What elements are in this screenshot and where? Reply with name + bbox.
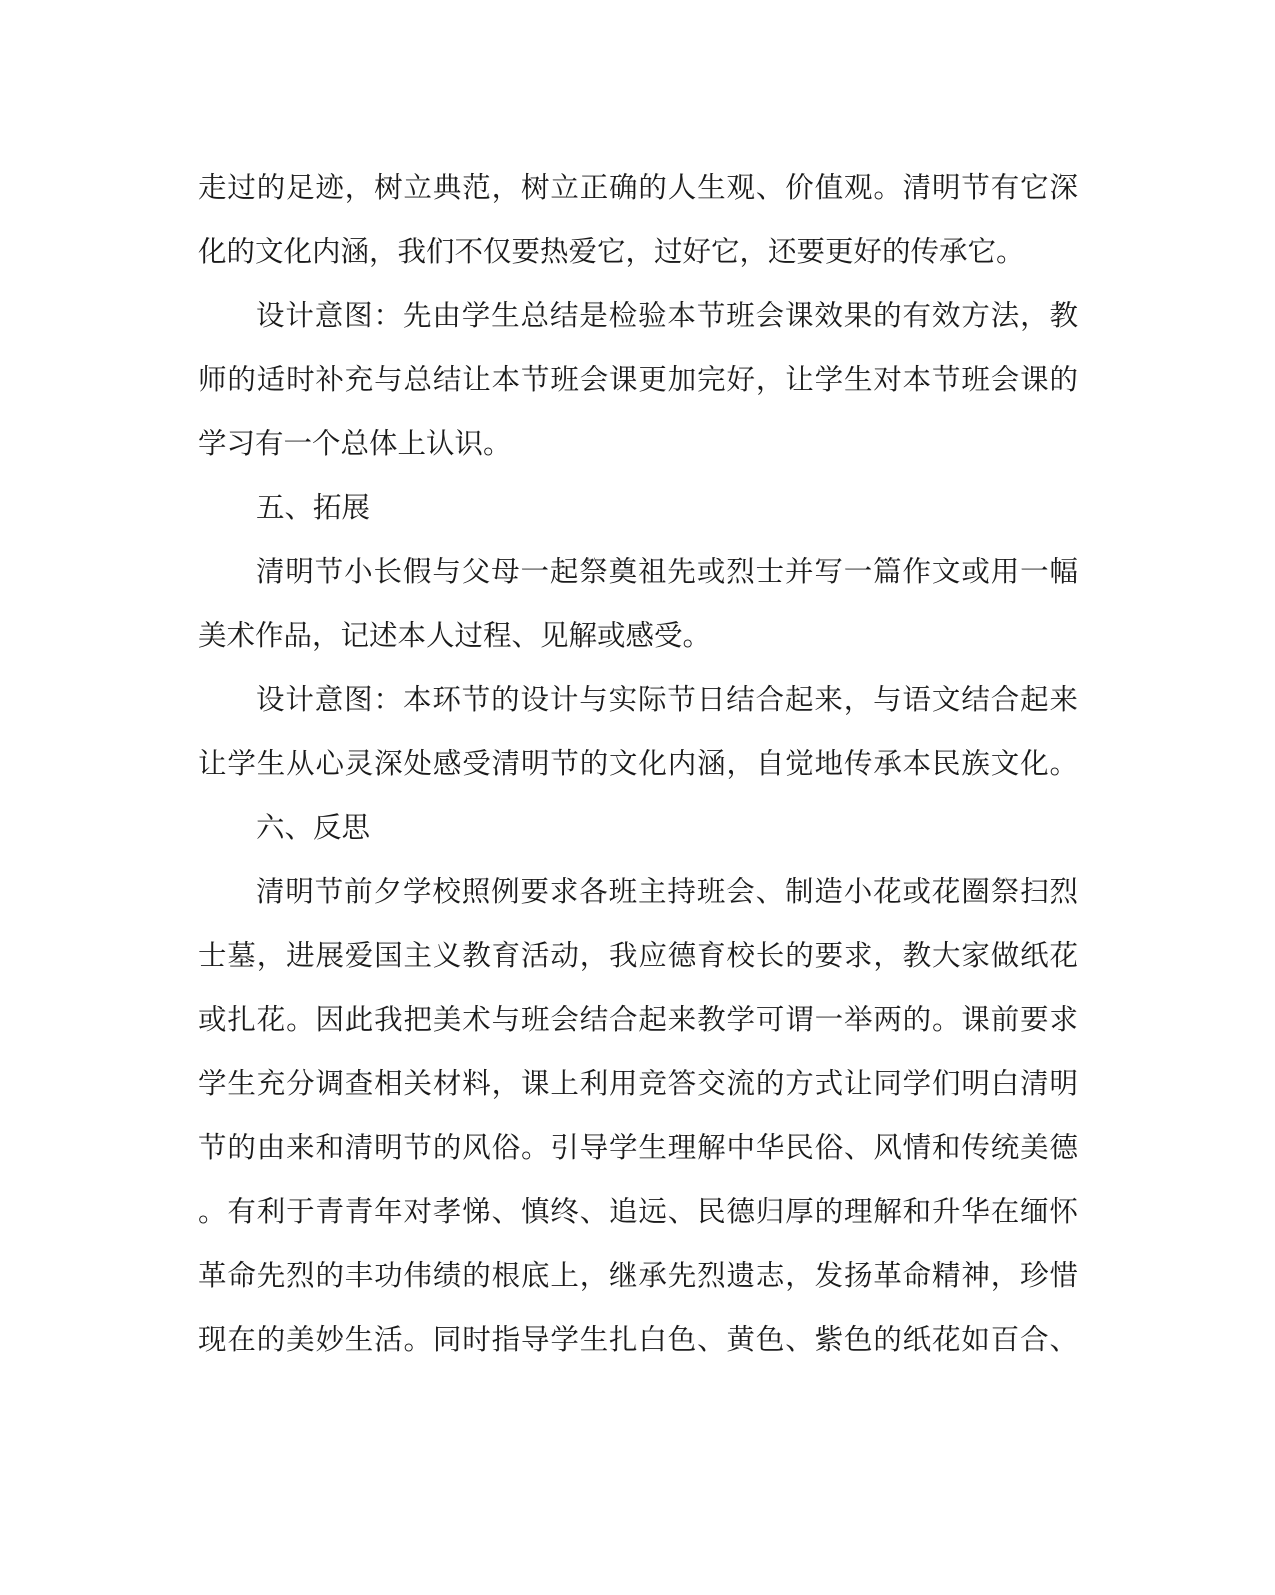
text-line: 节的由来和清明节的风俗。引导学生理解中华民俗、风情和传统美德: [198, 1131, 1078, 1164]
text-line: 或扎花。因此我把美术与班会结合起来教学可谓一举两的。课前要求: [198, 1003, 1078, 1036]
text-line: 美术作品，记述本人过程、见解或感受。: [198, 619, 712, 652]
text-line: 现在的美妙生活。同时指导学生扎白色、黄色、紫色的纸花如百合、: [198, 1323, 1078, 1356]
text-line: 革命先烈的丰功伟绩的根底上，继承先烈遗志，发扬革命精神，珍惜: [198, 1259, 1078, 1292]
text-line: 清明节前夕学校照例要求各班主持班会、制造小花或花圈祭扫烈: [256, 875, 1078, 908]
text-line: 师的适时补充与总结让本节班会课更加完好，让学生对本节班会课的: [198, 363, 1078, 396]
text-line: 化的文化内涵，我们不仅要热爱它，过好它，还要更好的传承它。: [198, 235, 1025, 268]
section-heading: 五、拓展: [256, 491, 371, 524]
text-line: 走过的足迹，树立典范，树立正确的人生观、价值观。清明节有它深: [198, 171, 1078, 204]
text-line: 学习有一个总体上认识。: [198, 427, 512, 460]
text-line: 清明节小长假与父母一起祭奠祖先或烈士并写一篇作文或用一幅: [256, 555, 1078, 588]
text-line: 让学生从心灵深处感受清明节的文化内涵，自觉地传承本民族文化。: [198, 747, 1078, 780]
text-line: 学生充分调查相关材料，课上利用竞答交流的方式让同学们明白清明: [198, 1067, 1078, 1100]
text-line: 设计意图：先由学生总结是检验本节班会课效果的有效方法，教: [256, 299, 1078, 332]
text-line: 士墓，进展爱国主义教育活动，我应德育校长的要求，教大家做纸花: [198, 939, 1078, 972]
text-line: 设计意图：本环节的设计与实际节日结合起来，与语文结合起来: [256, 683, 1078, 716]
section-heading: 六、反思: [256, 811, 371, 844]
text-line: 。有利于青青年对孝悌、慎终、追远、民德归厚的理解和升华在缅怀: [198, 1195, 1078, 1228]
